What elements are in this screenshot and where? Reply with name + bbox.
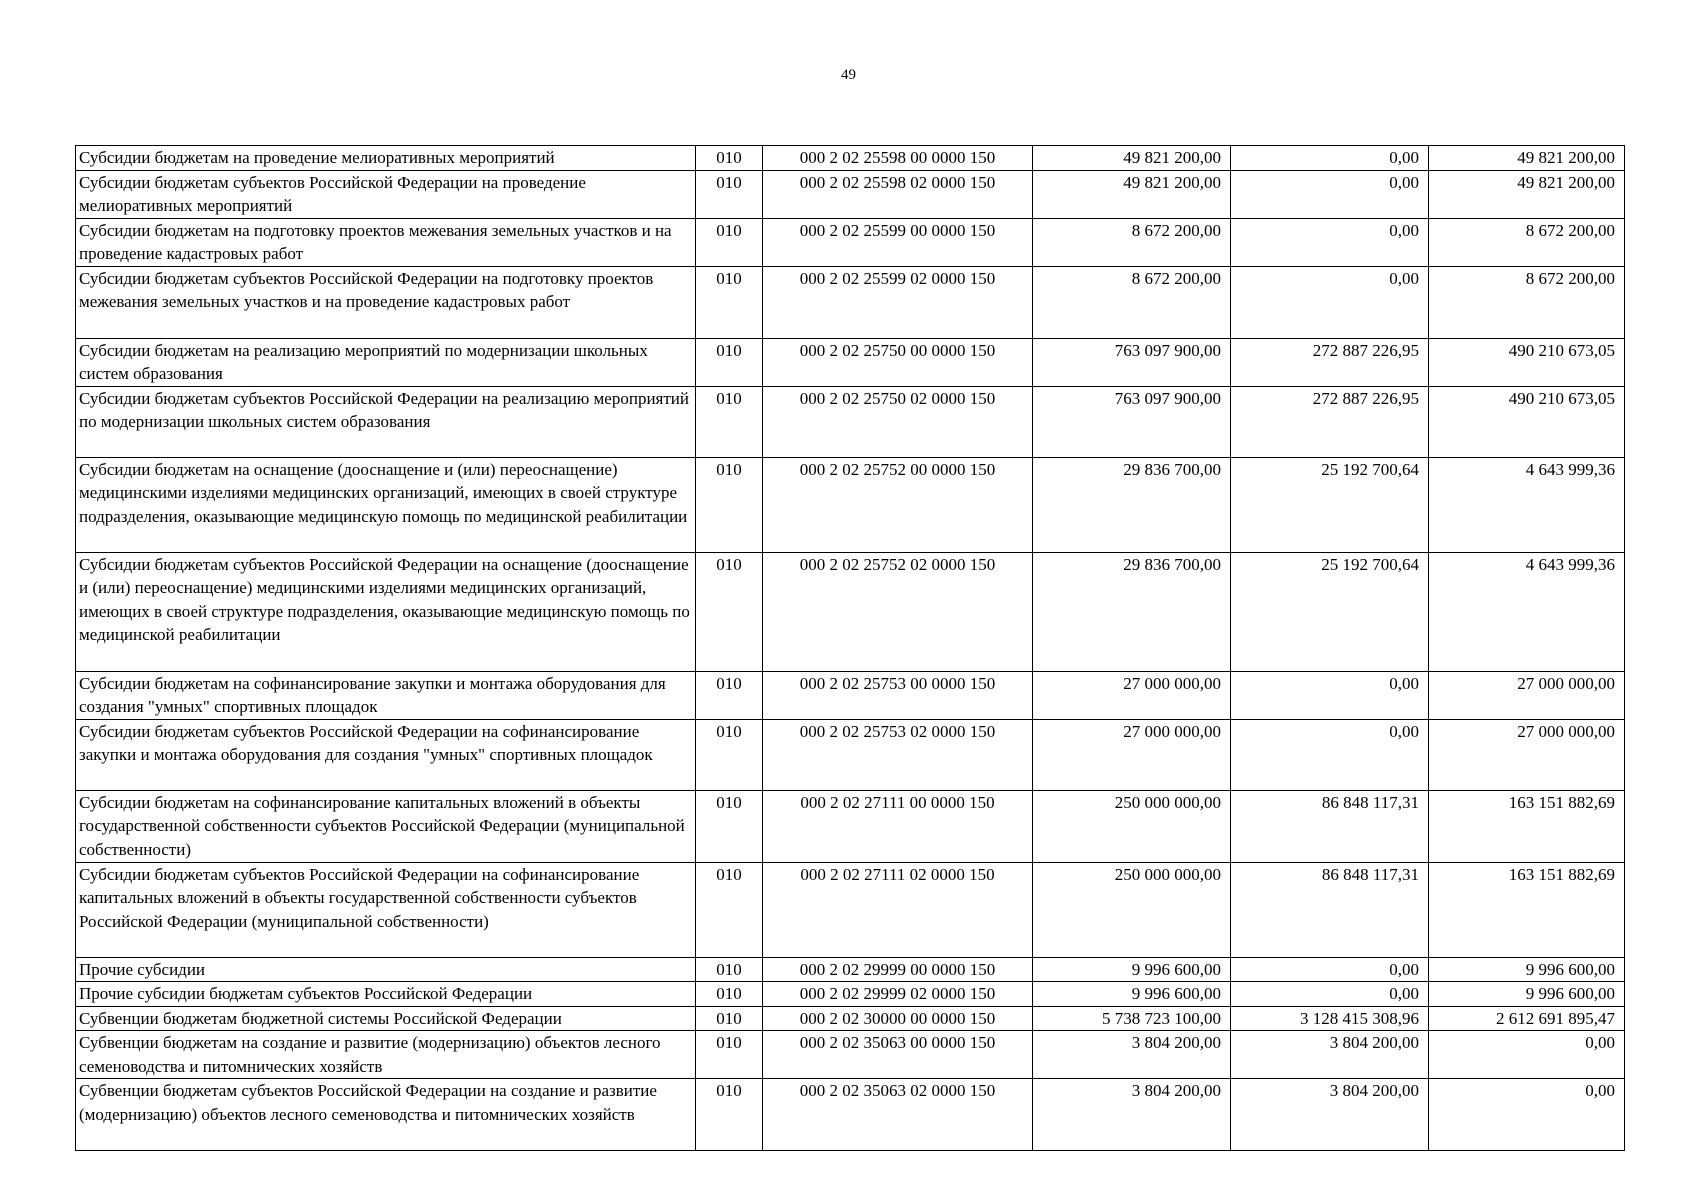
row-executed: 0,00 — [1231, 266, 1429, 338]
row-admin-code: 010 — [696, 170, 763, 218]
row-plan: 250 000 000,00 — [1033, 862, 1231, 957]
row-admin-code: 010 — [696, 862, 763, 957]
row-remaining: 2 612 691 895,47 — [1429, 1006, 1625, 1031]
row-plan: 9 996 600,00 — [1033, 957, 1231, 982]
row-budget-code: 000 2 02 25752 02 0000 150 — [763, 552, 1033, 671]
row-executed: 86 848 117,31 — [1231, 790, 1429, 862]
row-executed: 3 804 200,00 — [1231, 1079, 1429, 1151]
row-remaining: 4 643 999,36 — [1429, 457, 1625, 552]
table-row — [76, 982, 1625, 1007]
row-name: Субсидии бюджетам на подготовку проектов межевания земельных участков и на проведение кадастровых работ — [76, 218, 696, 266]
row-executed: 272 887 226,95 — [1231, 338, 1429, 386]
row-executed: 0,00 — [1231, 170, 1429, 218]
row-plan: 763 097 900,00 — [1033, 338, 1231, 386]
row-plan: 49 821 200,00 — [1033, 170, 1231, 218]
row-name: Субсидии бюджетам субъектов Российской Федерации на софинансирование капитальных вложений в объекты государственной собственности субъектов Российской Федерации (муниципальной собственности) — [76, 862, 696, 957]
table-row — [76, 266, 1625, 338]
row-plan: 250 000 000,00 — [1033, 790, 1231, 862]
row-name: Субсидии бюджетам субъектов Российской Федерации на проведение мелиоративных мероприятий — [76, 170, 696, 218]
table-row — [76, 218, 1625, 266]
row-budget-code: 000 2 02 25599 00 0000 150 — [763, 218, 1033, 266]
row-name: Субсидии бюджетам субъектов Российской Федерации на реализацию мероприятий по модернизации школьных систем образования — [76, 386, 696, 457]
row-name: Субсидии бюджетам субъектов Российской Федерации на оснащение (дооснащение и (или) переоснащение) медицинскими изделиями медицинских организаций, имеющих в своей структуре подразделения, оказывающие медицинскую помощь по медицинской реабилитации — [76, 552, 696, 671]
table-row — [76, 386, 1625, 457]
row-name: Субсидии бюджетам субъектов Российской Федерации на подготовку проектов межевания земельных участков и на проведение кадастровых работ — [76, 266, 696, 338]
row-admin-code: 010 — [696, 457, 763, 552]
table-row — [76, 719, 1625, 790]
row-remaining: 8 672 200,00 — [1429, 266, 1625, 338]
row-admin-code: 010 — [696, 790, 763, 862]
table-row — [76, 1006, 1625, 1031]
row-budget-code: 000 2 02 35063 02 0000 150 — [763, 1079, 1033, 1151]
row-executed: 86 848 117,31 — [1231, 862, 1429, 957]
row-admin-code: 010 — [696, 719, 763, 790]
row-budget-code: 000 2 02 35063 00 0000 150 — [763, 1031, 1033, 1079]
row-budget-code: 000 2 02 25599 02 0000 150 — [763, 266, 1033, 338]
row-admin-code: 010 — [696, 146, 763, 171]
row-remaining: 49 821 200,00 — [1429, 170, 1625, 218]
row-admin-code: 010 — [696, 218, 763, 266]
row-plan: 3 804 200,00 — [1033, 1031, 1231, 1079]
row-budget-code: 000 2 02 25753 00 0000 150 — [763, 671, 1033, 719]
row-budget-code: 000 2 02 25752 00 0000 150 — [763, 457, 1033, 552]
row-plan: 8 672 200,00 — [1033, 218, 1231, 266]
row-name: Субвенции бюджетам на создание и развитие (модернизацию) объектов лесного семеноводства и питомнических хозяйств — [76, 1031, 696, 1079]
page-number: 49 — [841, 67, 856, 83]
table-row — [76, 790, 1625, 862]
row-admin-code: 010 — [696, 552, 763, 671]
row-plan: 29 836 700,00 — [1033, 457, 1231, 552]
table-row — [76, 1031, 1625, 1079]
row-executed: 0,00 — [1231, 719, 1429, 790]
row-admin-code: 010 — [696, 1006, 763, 1031]
row-executed: 0,00 — [1231, 146, 1429, 171]
row-name: Субсидии бюджетам на софинансирование капитальных вложений в объекты государственной собственности субъектов Российской Федерации (муниципальной собственности) — [76, 790, 696, 862]
row-budget-code: 000 2 02 29999 02 0000 150 — [763, 982, 1033, 1007]
row-budget-code: 000 2 02 27111 00 0000 150 — [763, 790, 1033, 862]
budget-table — [75, 145, 1625, 1151]
row-executed: 0,00 — [1231, 957, 1429, 982]
table-row — [76, 1079, 1625, 1151]
row-budget-code: 000 2 02 30000 00 0000 150 — [763, 1006, 1033, 1031]
row-remaining: 0,00 — [1429, 1079, 1625, 1151]
row-name: Субсидии бюджетам на реализацию мероприятий по модернизации школьных систем образования — [76, 338, 696, 386]
row-admin-code: 010 — [696, 1031, 763, 1079]
row-admin-code: 010 — [696, 957, 763, 982]
table-row — [76, 671, 1625, 719]
row-plan: 3 804 200,00 — [1033, 1079, 1231, 1151]
row-admin-code: 010 — [696, 671, 763, 719]
row-plan: 9 996 600,00 — [1033, 982, 1231, 1007]
row-admin-code: 010 — [696, 266, 763, 338]
row-budget-code: 000 2 02 25598 02 0000 150 — [763, 170, 1033, 218]
row-name: Субвенции бюджетам субъектов Российской Федерации на создание и развитие (модернизацию) объектов лесного семеноводства и питомнических хозяйств — [76, 1079, 696, 1151]
row-admin-code: 010 — [696, 1079, 763, 1151]
row-plan: 5 738 723 100,00 — [1033, 1006, 1231, 1031]
table-row — [76, 552, 1625, 671]
row-admin-code: 010 — [696, 338, 763, 386]
row-remaining: 163 151 882,69 — [1429, 790, 1625, 862]
row-name: Субсидии бюджетам на софинансирование закупки и монтажа оборудования для создания "умных" спортивных площадок — [76, 671, 696, 719]
row-remaining: 163 151 882,69 — [1429, 862, 1625, 957]
row-remaining: 0,00 — [1429, 1031, 1625, 1079]
row-remaining: 9 996 600,00 — [1429, 957, 1625, 982]
row-name: Прочие субсидии бюджетам субъектов Российской Федерации — [76, 982, 696, 1007]
row-remaining: 490 210 673,05 — [1429, 386, 1625, 457]
row-plan: 27 000 000,00 — [1033, 671, 1231, 719]
table-row — [76, 338, 1625, 386]
row-executed: 0,00 — [1231, 982, 1429, 1007]
row-remaining: 490 210 673,05 — [1429, 338, 1625, 386]
row-name: Субвенции бюджетам бюджетной системы Российской Федерации — [76, 1006, 696, 1031]
row-executed: 25 192 700,64 — [1231, 552, 1429, 671]
row-remaining: 9 996 600,00 — [1429, 982, 1625, 1007]
table-row — [76, 457, 1625, 552]
row-remaining: 49 821 200,00 — [1429, 146, 1625, 171]
row-executed: 0,00 — [1231, 218, 1429, 266]
row-budget-code: 000 2 02 25750 00 0000 150 — [763, 338, 1033, 386]
row-budget-code: 000 2 02 29999 00 0000 150 — [763, 957, 1033, 982]
row-plan: 49 821 200,00 — [1033, 146, 1231, 171]
row-plan: 8 672 200,00 — [1033, 266, 1231, 338]
row-executed: 272 887 226,95 — [1231, 386, 1429, 457]
row-executed: 0,00 — [1231, 671, 1429, 719]
row-name: Субсидии бюджетам субъектов Российской Федерации на софинансирование закупки и монтажа оборудования для создания "умных" спортивных площадок — [76, 719, 696, 790]
table-row — [76, 862, 1625, 957]
row-plan: 27 000 000,00 — [1033, 719, 1231, 790]
table-row — [76, 957, 1625, 982]
row-budget-code: 000 2 02 25750 02 0000 150 — [763, 386, 1033, 457]
row-budget-code: 000 2 02 25598 00 0000 150 — [763, 146, 1033, 171]
row-plan: 29 836 700,00 — [1033, 552, 1231, 671]
row-remaining: 8 672 200,00 — [1429, 218, 1625, 266]
row-executed: 3 804 200,00 — [1231, 1031, 1429, 1079]
row-remaining: 4 643 999,36 — [1429, 552, 1625, 671]
table-row — [76, 146, 1625, 171]
row-name: Субсидии бюджетам на проведение мелиоративных мероприятий — [76, 146, 696, 171]
row-name: Прочие субсидии — [76, 957, 696, 982]
row-budget-code: 000 2 02 27111 02 0000 150 — [763, 862, 1033, 957]
row-remaining: 27 000 000,00 — [1429, 671, 1625, 719]
row-admin-code: 010 — [696, 982, 763, 1007]
row-name: Субсидии бюджетам на оснащение (дооснащение и (или) переоснащение) медицинскими изделиями медицинских организаций, имеющих в своей структуре подразделения, оказывающие медицинскую помощь по медицинской реабилитации — [76, 457, 696, 552]
row-plan: 763 097 900,00 — [1033, 386, 1231, 457]
row-budget-code: 000 2 02 25753 02 0000 150 — [763, 719, 1033, 790]
row-executed: 25 192 700,64 — [1231, 457, 1429, 552]
table-row — [76, 170, 1625, 218]
row-executed: 3 128 415 308,96 — [1231, 1006, 1429, 1031]
row-remaining: 27 000 000,00 — [1429, 719, 1625, 790]
row-admin-code: 010 — [696, 386, 763, 457]
